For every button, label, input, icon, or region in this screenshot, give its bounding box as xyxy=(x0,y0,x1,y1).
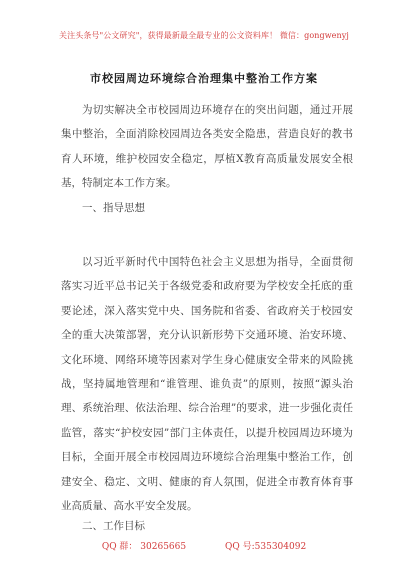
intro-text: 为切实解决全市校园周边环境存在的突出问题，通过开展集中整治，全面消除校园周边各类安全隐患，营造良好的教书育人环境，维护校园安全稳定，厚植X教育高质量发展安全根基，特制定本工作方案。 xyxy=(61,104,353,190)
footer-contact xyxy=(0,539,408,552)
intro-paragraph xyxy=(61,98,353,196)
document-title: 市校园周边环境综合治理集中整治工作方案 xyxy=(90,72,318,85)
section2-heading-text: 二、工作目标 xyxy=(82,520,145,532)
footer-qq-group: QQ 群： 30265665 xyxy=(101,542,187,552)
footer-qq-number: QQ 号:535304092 xyxy=(224,542,307,552)
section-heading-guiding-ideology xyxy=(61,196,353,220)
section-heading-work-goals xyxy=(61,514,353,538)
guiding-ideology-paragraph xyxy=(61,250,353,518)
section1-heading-text: 一、指导思想 xyxy=(82,202,145,214)
section1-body-text: 以习近平新时代中国特色社会主义思想为指导，全面贯彻落实习近平总书记关于各级党委和政府要为学校安全托底的重要论述，深入落实党中央、国务院和省委、省政府关于校园安全的重大决策部署，充分认识新形势下交通环境、治安环境、文化环境、网络环境等因素对学生身心健康安全带来的风险挑战，坚持属地管理和“谁管理、谁负责”的原则，按照“源头治理、系统治理、依法治理、综合治理”的要求，进一步强化责任监管，落实“护校安园”部门主体责任，以提升校园周边环境为目标，全面开展全市校园周边环境综合治理集中整治工作，创建安全、稳定、文明、健康的育人氛围，促进全市教育体育事业高质量、高水平安全发展。 xyxy=(61,256,353,513)
header-banner: 关注头条号"公文研究"，获得最新最全最专业的公文资料库！ 微信：gongwenyj xyxy=(59,31,349,40)
